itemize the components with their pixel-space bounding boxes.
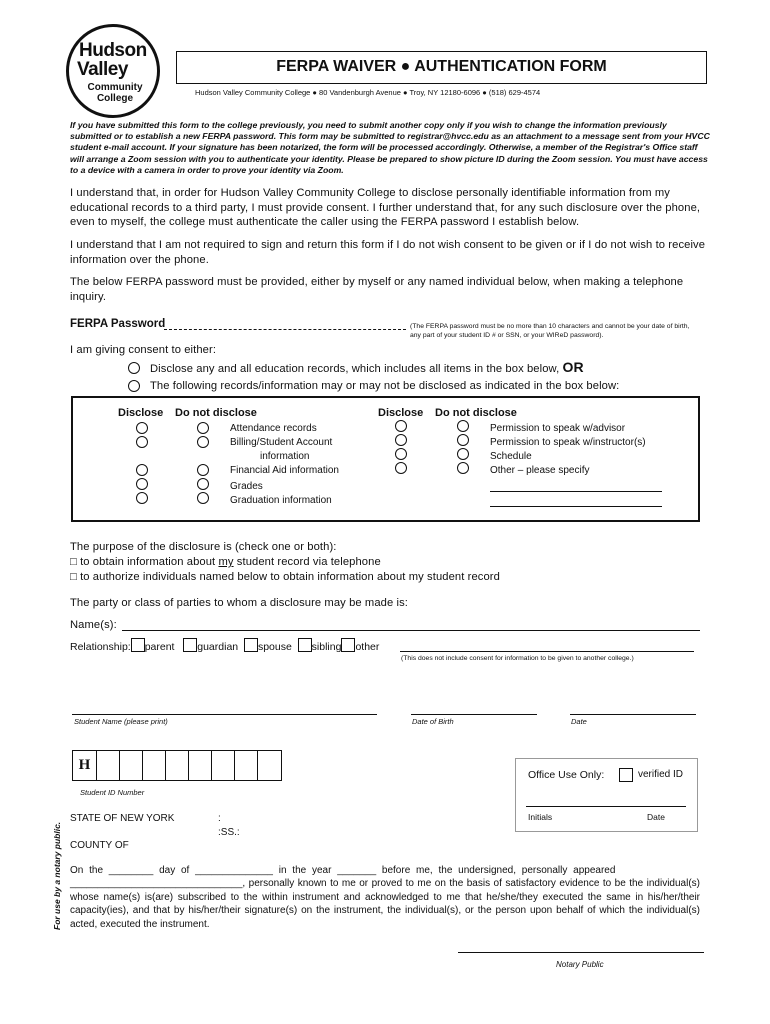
logo-line3: Community College [87, 82, 143, 104]
student-id-cell[interactable] [258, 751, 281, 780]
ferpa-password-label: FERPA Password [70, 318, 166, 330]
student-id-cell[interactable] [212, 751, 235, 780]
advisor-disclose-radio[interactable] [395, 420, 407, 432]
grades-label: Grades [230, 481, 263, 492]
dob-input[interactable] [411, 714, 537, 715]
purpose-phone-em: my [218, 556, 234, 568]
billing-not-disclose-radio[interactable] [197, 436, 209, 448]
finaid-not-disclose-radio[interactable] [197, 464, 209, 476]
other-specify-line-1[interactable] [490, 491, 662, 492]
parent-label: parent [144, 641, 175, 653]
spouse-checkbox[interactable] [244, 638, 258, 652]
notary-side-label: For use by a notary public. [52, 821, 62, 930]
finaid-label: Financial Aid information [230, 465, 339, 476]
consent-paragraph-2: I understand that I am not required to sign and return this form if I do not wish consent to be given or if I do not wish to receive information over the phone. [70, 239, 706, 266]
ferpa-password-note: (The FERPA password must be no more than 10 characters and cannot be your date of birth, any part of your student ID # or SSN, or your WIReD password). [410, 323, 690, 339]
relationship-row [70, 638, 379, 653]
notary-state: STATE OF NEW YORK [70, 813, 175, 824]
consent-paragraph-3: The below FERPA password must be provided, either by myself or any named individual below, when making a telephone inquiry. [70, 276, 684, 303]
student-id-cell[interactable] [189, 751, 212, 780]
guardian-label: guardian [197, 641, 239, 653]
student-id-cell[interactable] [166, 751, 189, 780]
attendance-label: Attendance records [230, 423, 317, 434]
relationship-note: (This does not include consent for information to be given to another college.) [401, 655, 634, 662]
other-relationship-input[interactable] [400, 651, 694, 652]
verified-id-label: verified ID [638, 769, 684, 780]
names-label: Name(s): [70, 619, 117, 631]
initials-label: Initials [528, 812, 553, 822]
college-address: Hudson Valley Community College ● 80 Vandenburgh Avenue ● Troy, NY 12180-6096 ● (518) 629-4574 [195, 88, 541, 97]
initials-date-line[interactable] [526, 806, 686, 807]
consent-all-radio[interactable] [128, 362, 140, 374]
instructor-disclose-radio[interactable] [395, 434, 407, 446]
form-title: FERPA WAIVER ● AUTHENTICATION FORM [176, 51, 707, 84]
or-label: OR [562, 359, 584, 375]
student-id-grid[interactable] [72, 750, 282, 781]
instructions-text: If you have submitted this form to the college previously, you need to submit another copy only if you wish to change the information previously submitted or to establish a new FERPA password. This form may be submitted to registrar@hvcc.edu as an attachment to a message sent from your HVCC student e-mail account. If your signature has been notarized, the form will be processed accordingly. Otherwise, a member of the Registrar's Office staff will arrange a Zoom session with you to authenticate your identity. Please be prepared to show picture ID during the Zoom session. You must have access to a device with a camera in order to prove your identity via Zoom. [70, 120, 710, 175]
student-id-cell[interactable] [120, 751, 143, 780]
other-specify-line-2[interactable] [490, 506, 662, 507]
billing-label: Billing/Student Account [230, 437, 333, 448]
logo-line2: Valley [77, 59, 128, 80]
advisor-not-disclose-radio[interactable] [457, 420, 469, 432]
graduation-disclose-radio[interactable] [136, 492, 148, 504]
not-disclose-header-right: Do not disclose [435, 407, 517, 419]
notary-ss: :SS.: [218, 827, 240, 838]
notary-public-caption: Notary Public [556, 960, 604, 969]
finaid-disclose-radio[interactable] [136, 464, 148, 476]
notary-county: COUNTY OF [70, 840, 129, 851]
student-name-caption: Student Name (please print) [74, 717, 168, 726]
schedule-label: Schedule [490, 451, 532, 462]
consent-all-label [150, 360, 670, 377]
date-input[interactable] [570, 714, 696, 715]
instructor-label: Permission to speak w/instructor(s) [490, 437, 646, 448]
spouse-label: spouse [257, 641, 292, 653]
graduation-label: Graduation information [230, 495, 332, 506]
names-input[interactable] [122, 630, 700, 631]
grades-not-disclose-radio[interactable] [197, 478, 209, 490]
notary-signature-line[interactable] [458, 952, 704, 953]
disclose-header-right: Disclose [378, 407, 424, 419]
purpose-phone-pre: □ to obtain information about [70, 556, 219, 568]
verified-id-checkbox[interactable] [619, 768, 633, 782]
disclose-header-left: Disclose [118, 407, 164, 419]
schedule-disclose-radio[interactable] [395, 448, 407, 460]
student-id-prefix: H [73, 751, 97, 780]
other-rel-label: other [355, 641, 380, 653]
consent-selected-radio[interactable] [128, 380, 140, 392]
other-checkbox[interactable] [341, 638, 355, 652]
student-id-cell[interactable] [235, 751, 258, 780]
advisor-label: Permission to speak w/advisor [490, 423, 626, 434]
logo-line1: Hudson [79, 40, 147, 61]
sibling-checkbox[interactable] [298, 638, 312, 652]
student-id-caption: Student ID Number [80, 788, 145, 797]
guardian-checkbox[interactable] [183, 638, 197, 652]
billing-disclose-radio[interactable] [136, 436, 148, 448]
not-disclose-header-left: Do not disclose [175, 407, 257, 419]
purpose-option-phone[interactable] [70, 555, 710, 570]
consent-selected-label: The following records/information may or may not be disclosed as indicated in the box below: [150, 380, 620, 392]
office-use-label: Office Use Only: [528, 769, 605, 781]
consent-all-text: Disclose any and all education records, which includes all items in the box below, [150, 363, 560, 375]
other-not-disclose-radio[interactable] [457, 462, 469, 474]
office-use-box [515, 758, 698, 832]
office-date-label: Date [647, 812, 665, 822]
attendance-disclose-radio[interactable] [136, 422, 148, 434]
schedule-not-disclose-radio[interactable] [457, 448, 469, 460]
student-id-cell[interactable] [97, 751, 120, 780]
purpose-option-authorize[interactable]: □ to authorize individuals named below to obtain information about my student record [70, 571, 500, 583]
grades-disclose-radio[interactable] [136, 478, 148, 490]
instructor-not-disclose-radio[interactable] [457, 434, 469, 446]
records-box [71, 396, 700, 522]
relationship-label: Relationship: [70, 641, 131, 653]
attendance-not-disclose-radio[interactable] [197, 422, 209, 434]
consent-paragraph-1: I understand that, in order for Hudson Valley Community College to disclose personally identifiable information from my educational records to a third party, I must provide consent. I further understand that, for any such disclosure over the phone, even to myself, the college must authenticate the caller using the FERPA password I establish below. [70, 187, 701, 228]
notary-statement-line1: On the ________ day of ______________ in the year _______ before me, the undersigned, personally appeared [70, 865, 616, 876]
student-id-cell[interactable] [143, 751, 166, 780]
sibling-label: sibling [311, 641, 342, 653]
billing-label-cont: information [260, 451, 310, 462]
student-name-input[interactable] [72, 714, 377, 715]
graduation-not-disclose-radio[interactable] [197, 492, 209, 504]
notary-statement: _______________________________, personally known to me or proved to me on the basis of satisfactory evidence to be the individual(s) whose name(s) is(are) subscribed to the within instrument and acknowledged to me that he/she/they executed the same in his/her/their capacity(ies), and that by his/her/their signature(s) on the instrument, the individual(s), or the person upon behalf of which the individual(s) acted, executed the instrument. [70, 878, 700, 931]
purpose-phone-post: student record via telephone [233, 556, 381, 568]
college-logo [66, 24, 160, 118]
party-intro: The party or class of parties to whom a disclosure may be made is: [70, 597, 409, 609]
consent-intro: I am giving consent to either: [70, 344, 217, 356]
other-disclose-radio[interactable] [395, 462, 407, 474]
other-label: Other – please specify [490, 465, 590, 476]
date-caption: Date [571, 717, 587, 726]
ferpa-password-input[interactable] [164, 318, 406, 330]
parent-checkbox[interactable] [131, 638, 145, 652]
notary-colon: : [218, 813, 221, 824]
dob-caption: Date of Birth [412, 717, 454, 726]
purpose-intro: The purpose of the disclosure is (check one or both): [70, 541, 337, 553]
